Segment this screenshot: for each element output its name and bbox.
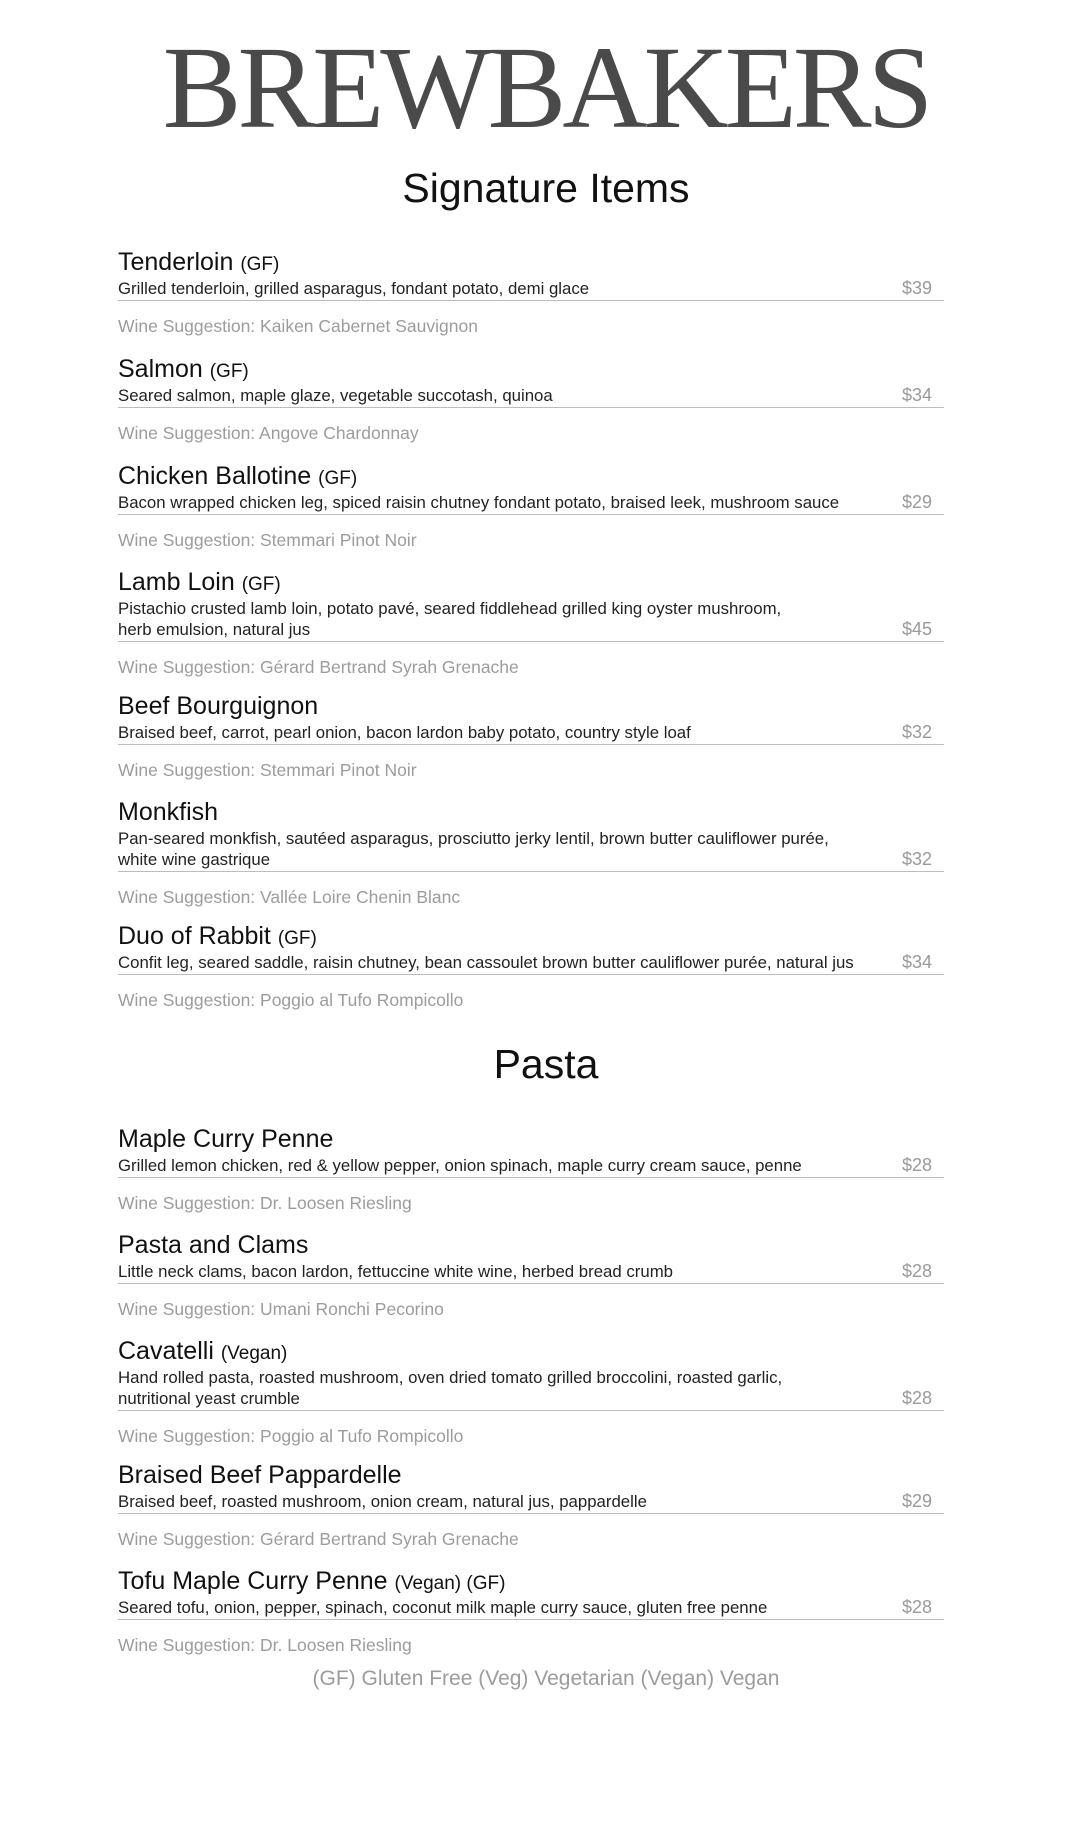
item-description: Bacon wrapped chicken leg, spiced raisin chutney fondant potato, braised leek, mushroom sauce (118, 493, 840, 512)
wine-suggestion: Wine Suggestion: Angove Chardonnay (118, 423, 419, 443)
item-row (118, 1156, 944, 1178)
item-tags: (GF) (240, 254, 280, 275)
item-row (118, 599, 944, 642)
item-price: $28 (901, 1388, 932, 1408)
item-row (118, 279, 944, 301)
item-name: Pasta and Clams (118, 1231, 309, 1259)
item-name: Lamb Loin (118, 568, 235, 596)
wine-suggestion: Wine Suggestion: Stemmari Pinot Noir (118, 760, 417, 780)
dietary-legend: (GF) Gluten Free (Veg) Vegetarian (Vegan) Vegan (312, 1667, 780, 1690)
item-price: $45 (901, 619, 932, 639)
item-price: $32 (901, 849, 932, 869)
wine-suggestion: Wine Suggestion: Kaiken Cabernet Sauvignon (118, 316, 478, 336)
wine-suggestion: Wine Suggestion: Poggio al Tufo Rompicollo (118, 1426, 464, 1446)
menu-item (118, 248, 944, 336)
item-price: $32 (901, 722, 932, 742)
item-name: Tofu Maple Curry Penne (118, 1567, 388, 1595)
item-description: Hand rolled pasta, roasted mushroom, oven dried tomato grilled broccolini, roasted garlic, (118, 1368, 783, 1387)
item-description: Braised beef, roasted mushroom, onion cream, natural jus, pappardelle (118, 1492, 647, 1511)
item-description: Pistachio crusted lamb loin, potato pavé, seared fiddlehead grilled king oyster mushroom, (118, 599, 782, 618)
wine-suggestion: Wine Suggestion: Gérard Bertrand Syrah Grenache (118, 1529, 519, 1549)
item-name: Cavatelli (118, 1337, 214, 1365)
item-description: Seared salmon, maple glaze, vegetable succotash, quinoa (118, 386, 553, 405)
item-row (118, 723, 944, 745)
item-price: $28 (901, 1261, 932, 1281)
brand-logo: BREWBAKERS (162, 22, 930, 153)
item-name: Monkfish (118, 798, 219, 826)
wine-suggestion: Wine Suggestion: Stemmari Pinot Noir (118, 530, 417, 550)
menu-item (118, 1337, 944, 1446)
menu-item (118, 568, 944, 677)
item-price: $29 (901, 1491, 932, 1511)
item-row (118, 829, 944, 872)
item-description: Grilled lemon chicken, red & yellow pepper, onion spinach, maple curry cream sauce, penne (118, 1156, 802, 1175)
item-tags: (GF) (318, 468, 358, 489)
wine-suggestion: Wine Suggestion: Dr. Loosen Riesling (118, 1193, 412, 1213)
item-name: Duo of Rabbit (118, 922, 271, 950)
item-tags: (GF) (209, 361, 249, 382)
item-row (118, 1598, 944, 1620)
menu-item (118, 1567, 944, 1655)
wine-suggestion: Wine Suggestion: Poggio al Tufo Rompicollo (118, 990, 464, 1010)
item-tags: (GF) (277, 928, 317, 949)
item-price: $34 (901, 385, 932, 405)
menu-item (118, 798, 944, 907)
item-description: nutritional yeast crumble (118, 1389, 300, 1408)
wine-suggestion: Wine Suggestion: Umani Ronchi Pecorino (118, 1299, 444, 1319)
item-price: $34 (901, 952, 932, 972)
menu-item (118, 355, 944, 443)
section-title-pasta: Pasta (493, 1041, 599, 1087)
menu-item (118, 922, 944, 1010)
item-description: Seared tofu, onion, pepper, spinach, coconut milk maple curry sauce, gluten free penne (118, 1598, 768, 1617)
item-description: Confit leg, seared saddle, raisin chutney, bean cassoulet brown butter cauliflower purée, natural jus (118, 953, 854, 972)
item-price: $39 (901, 278, 932, 298)
wine-suggestion: Wine Suggestion: Gérard Bertrand Syrah Grenache (118, 657, 519, 677)
item-price: $28 (901, 1597, 932, 1617)
item-price: $29 (901, 492, 932, 512)
menu-item (118, 1231, 944, 1319)
item-description: white wine gastrique (118, 850, 271, 869)
item-tags: (GF) (241, 574, 281, 595)
section-title-signature: Signature Items (402, 165, 690, 211)
item-name: Beef Bourguignon (118, 692, 319, 720)
item-row (118, 1492, 944, 1514)
item-description: Grilled tenderloin, grilled asparagus, fondant potato, demi glace (118, 279, 590, 298)
item-row (118, 1262, 944, 1284)
item-tags: (Vegan) (GF) (394, 1573, 506, 1594)
item-description: Pan-seared monkfish, sautéed asparagus, prosciutto jerky lentil, brown butter cauliflower purée, (118, 829, 829, 848)
item-name: Salmon (118, 355, 203, 383)
item-price: $28 (901, 1155, 932, 1175)
wine-suggestion: Wine Suggestion: Vallée Loire Chenin Blanc (118, 887, 461, 907)
item-description: Little neck clams, bacon lardon, fettuccine white wine, herbed bread crumb (118, 1262, 674, 1281)
item-row (118, 493, 944, 515)
item-description: herb emulsion, natural jus (118, 620, 311, 639)
item-tags: (Vegan) (220, 1343, 288, 1364)
menu-item (118, 1461, 944, 1549)
item-name: Tenderloin (118, 248, 234, 276)
item-name: Chicken Ballotine (118, 462, 312, 490)
item-row (118, 1368, 944, 1411)
menu-item (118, 1125, 944, 1213)
item-name: Maple Curry Penne (118, 1125, 334, 1153)
menu-item (118, 692, 944, 780)
item-row (118, 386, 944, 408)
menu-item (118, 462, 944, 550)
item-row (118, 953, 944, 975)
wine-suggestion: Wine Suggestion: Dr. Loosen Riesling (118, 1635, 412, 1655)
item-description: Braised beef, carrot, pearl onion, bacon lardon baby potato, country style loaf (118, 723, 691, 742)
item-name: Braised Beef Pappardelle (118, 1461, 402, 1489)
